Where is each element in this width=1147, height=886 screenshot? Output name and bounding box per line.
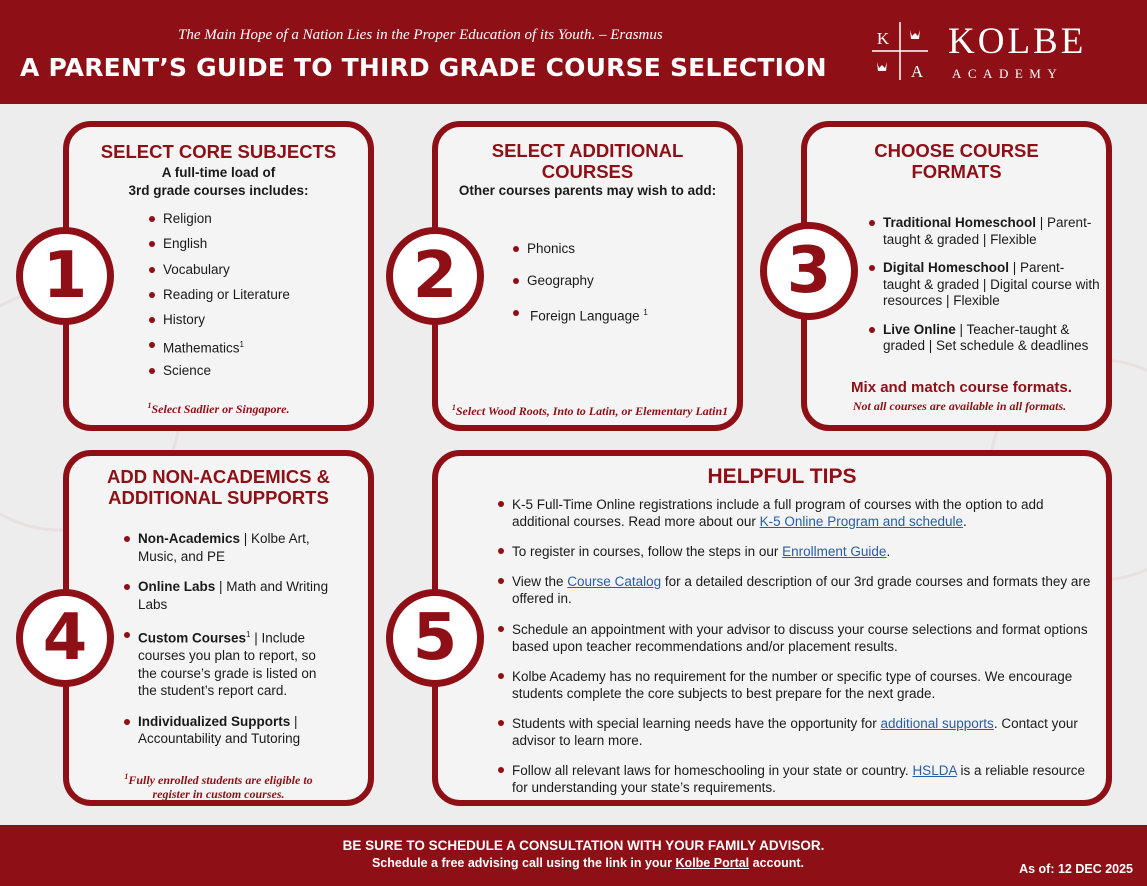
tip-text: Follow all relevant laws for homeschooling in your state or country.	[512, 763, 913, 778]
title-line1: CHOOSE COURSE	[874, 140, 1039, 161]
course-formats-list	[869, 215, 1101, 367]
item-name: Custom Courses	[138, 630, 247, 646]
helpful-tips-card	[432, 450, 1112, 806]
advising-call-text	[0, 856, 1147, 870]
title-line1: ADD NON-ACADEMICS &	[106, 466, 331, 487]
tip-text: .	[886, 544, 891, 559]
list-item	[124, 578, 334, 613]
list-item: Geography	[513, 272, 648, 304]
step-number-text: 4	[42, 601, 88, 675]
format-name: Traditional Homeschool	[883, 215, 1037, 230]
list-item	[869, 260, 1101, 310]
list-item: History	[149, 311, 290, 336]
additional-supports-link[interactable]: additional supports	[880, 716, 994, 731]
list-item	[869, 215, 1101, 248]
tip-text: .	[963, 514, 967, 529]
logo-k: K	[876, 29, 890, 48]
note-text: Select Sadlier or Singapore.	[151, 402, 290, 416]
list-item	[124, 530, 334, 565]
list-item	[513, 304, 648, 336]
list-item: Phonics	[513, 240, 648, 272]
core-subjects-subtitle	[69, 164, 368, 200]
footer-text: Schedule a free advising call using the link in your	[371, 856, 676, 870]
logo-name: KOLBE	[948, 21, 1087, 62]
kolbe-portal-link[interactable]: Kolbe Portal	[675, 856, 750, 870]
additional-courses-title	[438, 140, 737, 182]
list-item	[124, 626, 334, 700]
non-academics-list	[124, 530, 334, 761]
format-desc: | Parent-taught & graded | Flexible	[883, 215, 1092, 247]
list-item: Vocabulary	[149, 261, 290, 286]
list-item: Reading or Literature	[149, 286, 290, 311]
subtitle-line2: 3rd grade courses includes:	[128, 183, 309, 198]
list-item-label: Foreign Language	[530, 308, 640, 324]
note-text: Select Wood Roots, Into to Latin, or Elementary Latin1	[455, 404, 729, 418]
step-number-text: 5	[412, 601, 458, 675]
step-number-5	[386, 589, 484, 687]
format-name: Digital Homeschool	[883, 260, 1010, 275]
mix-and-match-text: Mix and match course formats.	[851, 379, 1072, 396]
helpful-tips-list	[498, 496, 1103, 809]
tip-text: . Contact your advisor to learn more.	[512, 716, 1078, 748]
non-academics-note	[69, 770, 368, 801]
page-header	[0, 0, 1147, 104]
helpful-tips-title: HELPFUL TIPS	[707, 465, 857, 488]
list-item: English	[149, 235, 290, 260]
footnote-marker: 1	[124, 772, 129, 781]
step-number-3	[760, 222, 858, 320]
logo-subtitle: ACADEMY	[952, 66, 1064, 81]
course-formats-title	[807, 140, 1106, 182]
additional-courses-list	[513, 240, 648, 336]
list-item: Kolbe Academy has no requirement for the number or specific type of courses. We encourage students complete the core subjects to best prepare for the next grade.	[498, 668, 1103, 702]
list-item	[498, 543, 1103, 560]
tip-text: Students with special learning needs have the opportunity for	[512, 716, 881, 731]
item-desc: | Kolbe Art, Music, and PE	[138, 531, 310, 564]
list-item	[498, 573, 1103, 607]
step-number-text: 2	[412, 239, 458, 313]
additional-courses-note	[435, 401, 745, 418]
step-number-text: 3	[786, 234, 832, 308]
page-footer	[0, 825, 1147, 886]
note-line1: Fully enrolled students are eligible to	[128, 773, 313, 787]
list-item	[124, 713, 334, 748]
page-title: A PARENT’S GUIDE TO THIRD GRADE COURSE SELECTION	[20, 53, 827, 82]
core-subjects-list	[149, 210, 290, 387]
step-number-1	[16, 227, 114, 325]
step-number-4	[16, 589, 114, 687]
footer-text: account.	[749, 856, 805, 870]
footnote-marker: 1	[643, 308, 648, 317]
list-item: Science	[149, 362, 290, 387]
core-subjects-note	[69, 399, 368, 416]
list-item	[869, 322, 1101, 355]
item-desc: | Math and Writing Labs	[138, 579, 329, 612]
item-desc: | Accountability and Tutoring	[138, 713, 301, 746]
tip-text: K-5 Full-Time Online registrations include a full program of courses with the option to add additional courses. Read more about our	[512, 497, 1044, 529]
erasmus-quote: The Main Hope of a Nation Lies in the Proper Education of its Youth. – Erasmus	[178, 27, 663, 43]
list-item: Schedule an appointment with your advisor to discuss your course selections and format options based upon teacher recommendations and/or placement results.	[498, 621, 1103, 655]
list-item	[498, 496, 1103, 530]
as-of-date: As of: 12 DEC 2025	[1019, 862, 1133, 876]
tip-text: for a detailed description of our 3rd grade courses and formats they are offered in.	[512, 574, 1091, 606]
list-item	[498, 715, 1103, 749]
title-line2: COURSES	[541, 161, 634, 182]
title-line2: FORMATS	[911, 161, 1002, 182]
list-item-label: Mathematics	[163, 340, 240, 356]
step-number-2	[386, 227, 484, 325]
note-line2: register in custom courses.	[152, 787, 285, 801]
format-desc: | Parent-taught & graded | Digital course with resources | Flexible	[883, 260, 1100, 308]
footnote-marker: 1	[239, 340, 244, 350]
additional-courses-subtitle: Other courses parents may wish to add:	[458, 183, 717, 198]
subtitle-line1: A full-time load of	[161, 165, 276, 180]
item-name: Online Labs	[138, 579, 216, 594]
kolbe-logo-icon	[870, 22, 930, 80]
format-desc: | Teacher-taught & graded | Set schedule & deadlines	[883, 321, 1089, 353]
core-subjects-title: SELECT CORE SUBJECTS	[100, 141, 337, 162]
enrollment-guide-link[interactable]: Enrollment Guide	[782, 544, 887, 559]
tip-text: To register in courses, follow the steps in our	[512, 544, 783, 559]
course-formats-note: Not all courses are available in all formats.	[852, 399, 1067, 413]
course-catalog-link[interactable]: Course Catalog	[567, 574, 662, 589]
consultation-callout: BE SURE TO SCHEDULE A CONSULTATION WITH YOUR FAMILY ADVISOR.	[342, 838, 825, 853]
k5-online-program-link[interactable]: K-5 Online Program and schedule	[759, 514, 964, 529]
footnote-marker: 1	[147, 401, 152, 410]
hslda-link[interactable]: HSLDA	[912, 763, 957, 778]
title-line2: ADDITIONAL SUPPORTS	[108, 487, 329, 508]
tip-text: View the	[512, 574, 568, 589]
logo-a: A	[910, 62, 924, 80]
item-name: Individualized Supports	[138, 713, 291, 729]
list-item	[149, 336, 290, 361]
item-desc: | Include courses you plan to report, so the course’s grade is listed on the student’s report card.	[138, 630, 317, 698]
item-name: Non-Academics	[138, 531, 241, 546]
list-item	[498, 762, 1103, 796]
non-academics-title	[69, 466, 368, 508]
list-item: Religion	[149, 210, 290, 235]
tip-text: is a reliable resource for understanding your state’s requirements.	[512, 763, 1086, 795]
step-number-text: 1	[42, 239, 88, 313]
format-name: Live Online	[883, 321, 956, 337]
title-line1: SELECT ADDITIONAL	[491, 140, 684, 161]
footnote-marker: 1	[451, 403, 456, 412]
footnote-marker: 1	[246, 630, 251, 639]
